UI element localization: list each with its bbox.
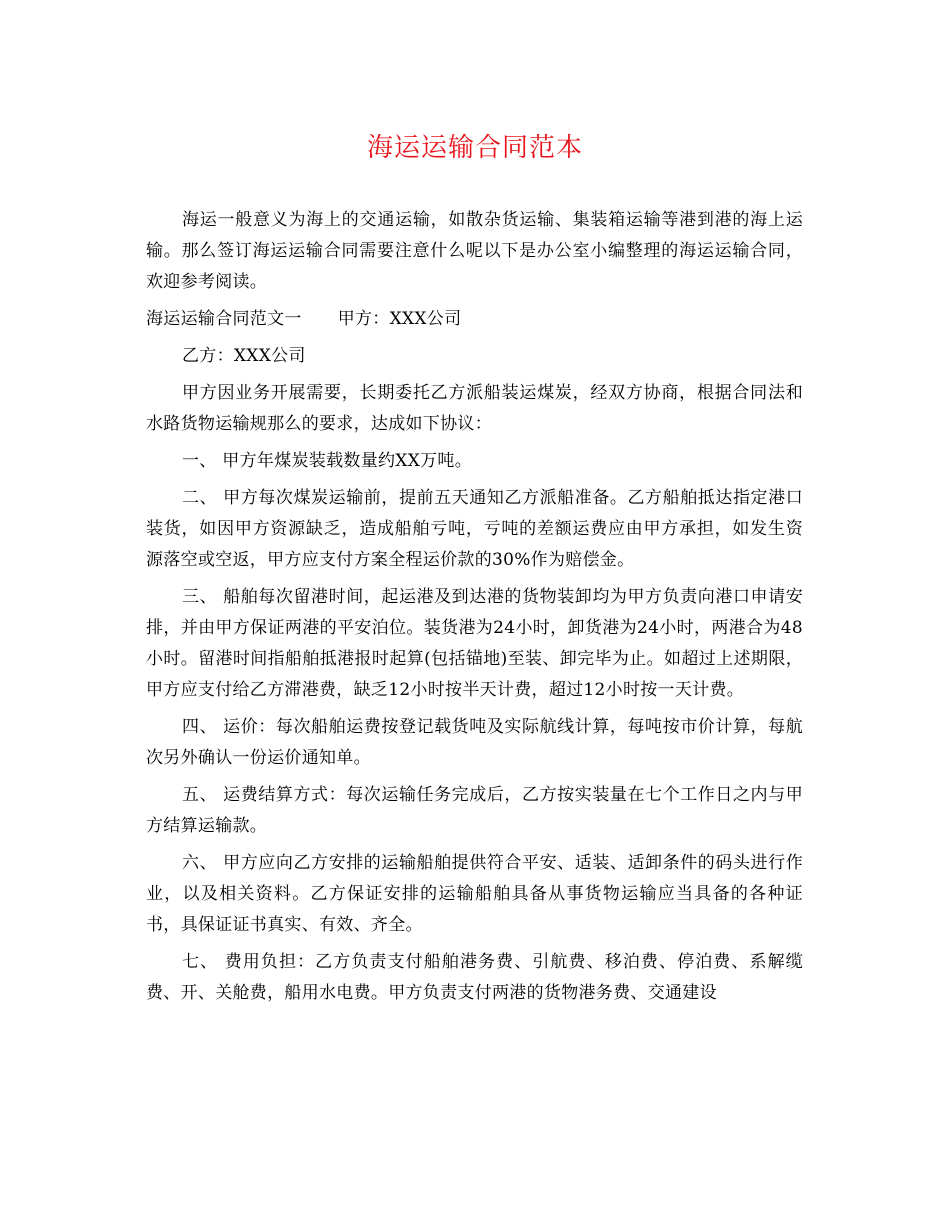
clause-7: 七、 费用负担：乙方负责支付船舶港务费、引航费、移泊费、停泊费、系解缆费、开、关舱费，船用水电费。甲方负责支付两港的货物港务费、交通建设 bbox=[146, 952, 803, 1003]
clause-6: 六、 甲方应向乙方安排的运输船舶提供符合平安、适装、适卸条件的码头进行作业，以及相关资料。乙方保证安排的运输船舶具备从事货物运输应当具备的各种证书，具保证证书真实、有效、齐全。 bbox=[146, 853, 803, 935]
sample-heading-row bbox=[146, 304, 803, 335]
clause-2: 二、 甲方每次煤炭运输前，提前五天通知乙方派船准备。乙方船舶抵达指定港口装货，如因甲方资源缺乏，造成船舶亏吨，亏吨的差额运费应由甲方承担，如发生资源落空或空返，甲方应支付方案全程运价款的30%作为赔偿金。 bbox=[146, 488, 803, 570]
party-b: 乙方：XXX公司 bbox=[182, 346, 306, 366]
sample-heading: 海运运输合同范文一 bbox=[146, 309, 302, 329]
document-body bbox=[146, 205, 803, 1015]
clause-5: 五、 运费结算方式：每次运输任务完成后，乙方按实装量在七个工作日之内与甲方结算运输款。 bbox=[146, 785, 803, 836]
intro-paragraph: 海运一般意义为海上的交通运输，如散杂货运输、集装箱运输等港到港的海上运输。那么签订海运运输合同需要注意什么呢以下是办公室小编整理的海运运输合同，欢迎参考阅读。 bbox=[146, 210, 803, 292]
document-title: 海运运输合同范本 bbox=[366, 133, 583, 163]
clause-4: 四、 运价：每次船舶运费按登记载货吨及实际航线计算，每吨按市价计算，每航次另外确认一份运价通知单。 bbox=[146, 717, 803, 768]
clause-1: 一、 甲方年煤炭装载数量约XX万吨。 bbox=[182, 451, 473, 471]
clause-3: 三、 船舶每次留港时间，起运港及到达港的货物装卸均为甲方负责向港口申请安排，并由甲方保证两港的平安泊位。装货港为24小时，卸货港为24小时，两港合为48小时。留港时间指船舶抵港报时起算(包括锚地)至装、卸完毕为止。如超过上述期限，甲方应支付给乙方滞港费，缺乏12小时按半天计费，超过12小时按一天计费。 bbox=[146, 587, 803, 700]
preamble-paragraph: 甲方因业务开展需要，长期委托乙方派船装运煤炭，经双方协商，根据合同法和水路货物运输规那么的要求，达成如下协议： bbox=[146, 383, 803, 434]
party-a: 甲方：XXX公司 bbox=[337, 309, 462, 329]
